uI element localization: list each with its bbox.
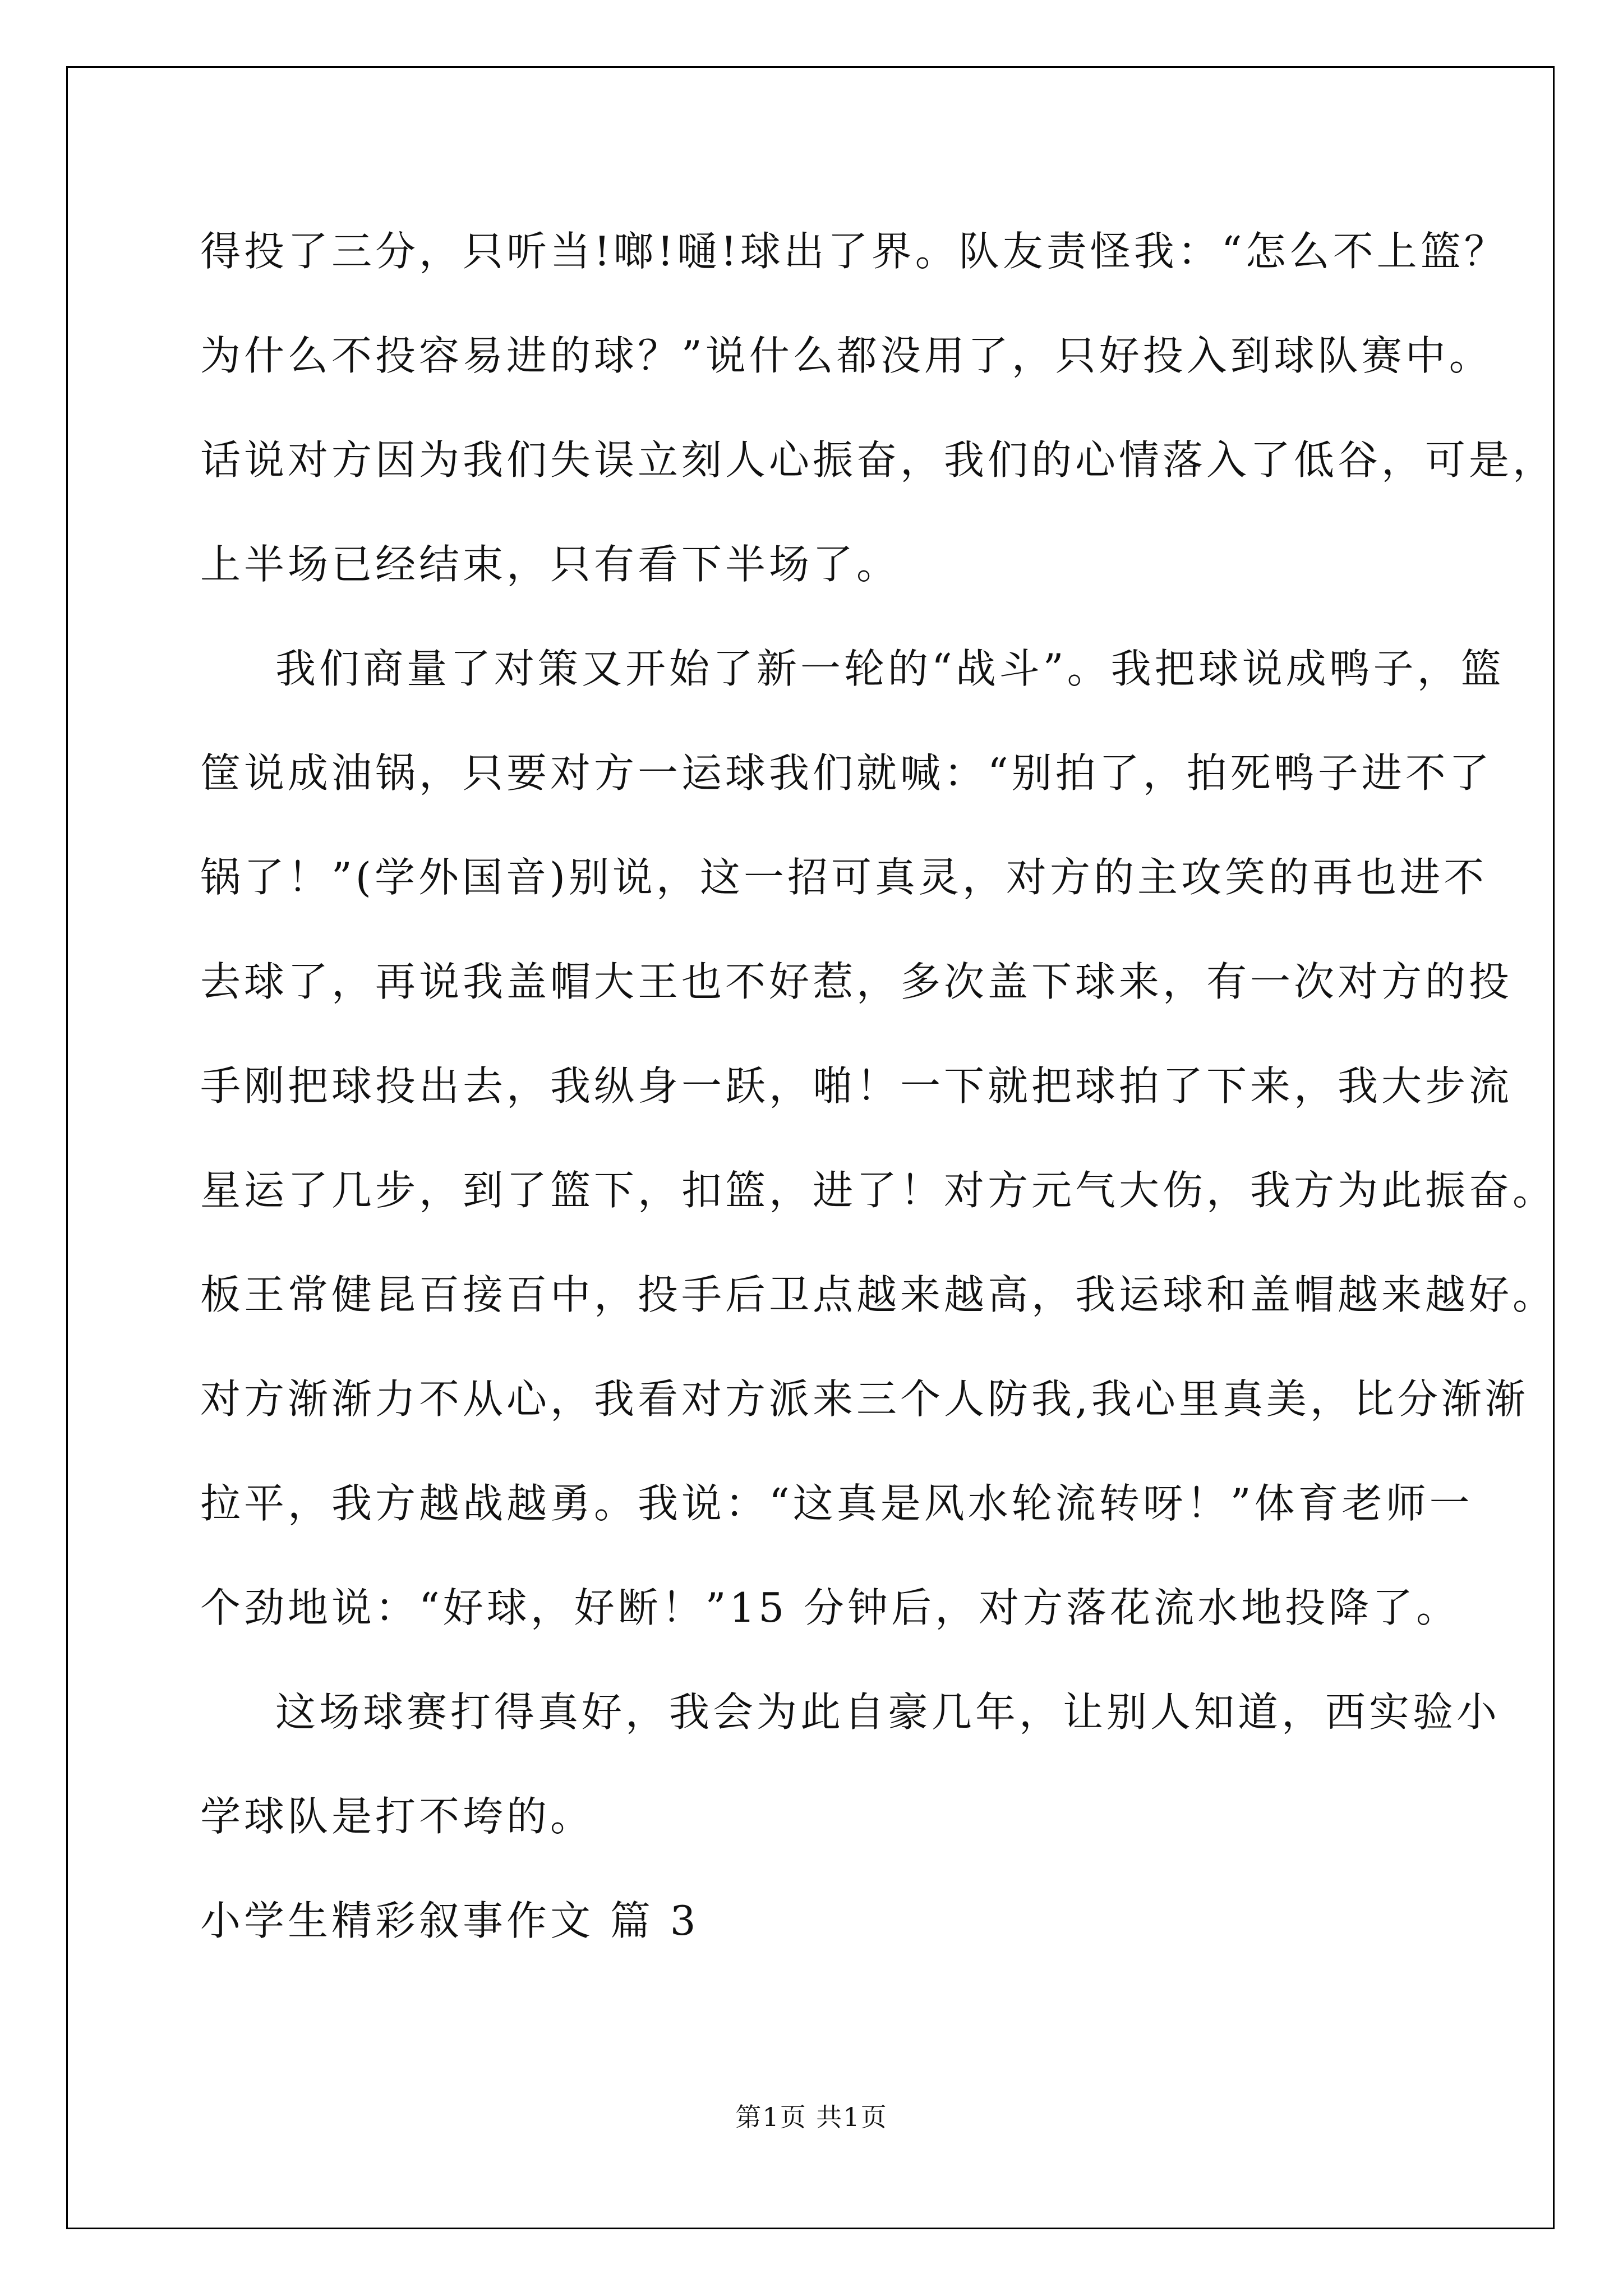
paragraph-3: [200, 1660, 1501, 1869]
text-line: 这场球赛打得真好，我会为此自豪几年，让别人知道，西实验小: [275, 1688, 1501, 1736]
text-line: 话说对方因为我们失误立刻人心振奋，我们的心情落入了低谷，可是，: [200, 436, 1557, 484]
text-line: 得投了三分，只听当!啷!嗵!球出了界。队友责怪我：“怎么不上篮？: [200, 228, 1508, 275]
text-line: 星运了几步，到了篮下，扣篮，进了！对方元气大伤，我方为此振奋。: [200, 1167, 1557, 1214]
text-line: 拉平，我方越战越勇。我说：“这真是风水轮流转呀！”体育老师一: [200, 1480, 1473, 1527]
text-line: 学球队是打不垮的。: [200, 1793, 594, 1840]
paragraph-2: [200, 616, 1557, 1660]
text-line: 板王常健昆百接百中，投手后卫点越来越高，我运球和盖帽越来越好。: [200, 1271, 1557, 1318]
text-line: 筐说成油锅，只要对方一运球我们就喊：“别拍了，拍死鸭子进不了: [200, 749, 1493, 797]
paragraph-1: [200, 199, 1557, 616]
section-heading: 小学生精彩叙事作文 篇 3: [200, 1897, 699, 1944]
document-body: [200, 199, 1557, 1973]
text-line: 手刚把球投出去，我纵身一跃，啪！一下就把球拍了下来，我大步流: [200, 1062, 1513, 1110]
text-line: 锅了！”(学外国音)别说，这一招可真灵，对方的主攻笑的再也进不: [200, 854, 1487, 901]
page-footer: 第1页 共1页: [735, 2102, 888, 2132]
text-line: 我们商量了对策又开始了新一轮的“战斗”。我把球说成鸭子，篮: [275, 645, 1505, 692]
text-line: 上半场已经结束，只有看下半场了。: [200, 541, 901, 588]
text-line: 对方渐渐力不从心，我看对方派来三个人防我,我心里真美，比分渐渐: [200, 1375, 1529, 1423]
text-line: 个劲地说：“好球，好断！”15 分钟后，对方落花流水地投降了。: [200, 1584, 1460, 1631]
text-line: 为什么不投容易进的球？”说什么都没用了，只好投入到球队赛中。: [200, 332, 1493, 379]
text-line: 去球了，再说我盖帽大王也不好惹，多次盖下球来，有一次对方的投: [200, 958, 1513, 1005]
